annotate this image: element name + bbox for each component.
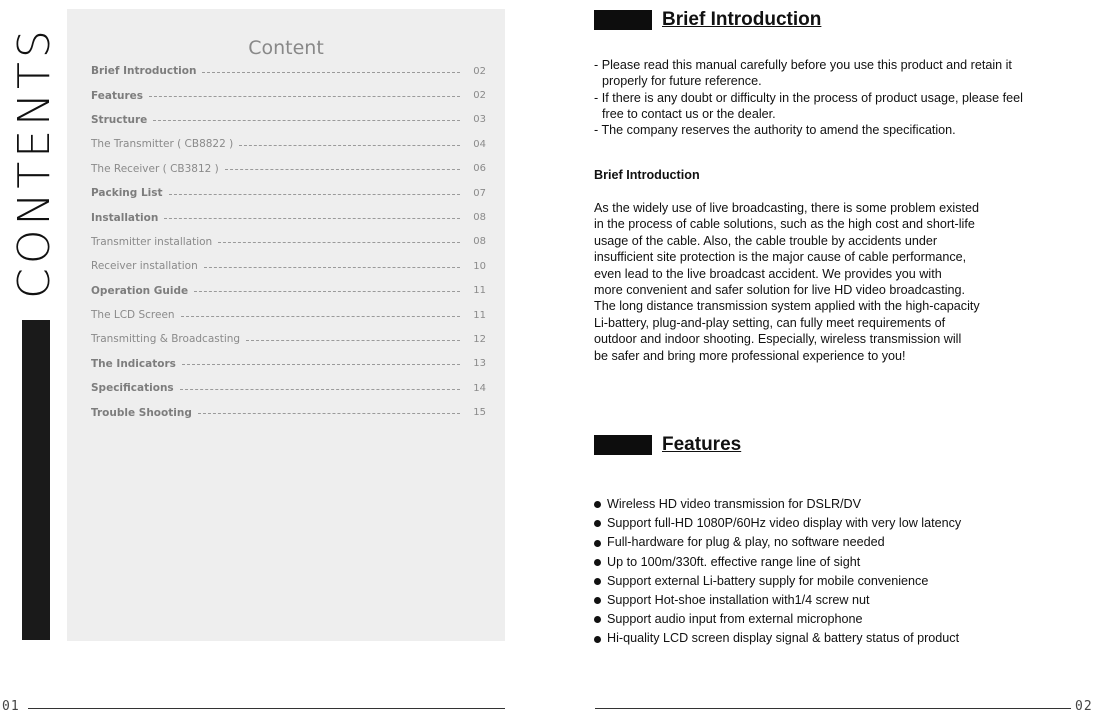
toc-entry <box>91 303 486 327</box>
section-heading-brief-introduction <box>594 9 821 31</box>
toc-entry-page: 06 <box>473 163 486 175</box>
paragraph-line: usage of the cable. Also, the cable trouble by accidents under <box>594 233 938 248</box>
toc-dot-leader <box>239 145 460 146</box>
toc-entry-page: 15 <box>473 407 486 419</box>
toc-dot-leader <box>204 267 460 268</box>
toc-entry-label: Installation <box>91 211 159 224</box>
toc-entry-label: Transmitter installation <box>91 235 213 248</box>
paragraph-line: even lead to the live broadcast accident. We provides you with <box>594 266 942 281</box>
heading-block <box>594 435 652 455</box>
feature-item <box>594 533 1034 552</box>
toc-entry-page: 04 <box>473 138 486 150</box>
feature-text: Support external Li-battery supply for mobile convenience <box>607 573 929 588</box>
toc-entry-label: Features <box>91 89 143 102</box>
paragraph-line: be safer and bring more professional experience to you! <box>594 348 906 363</box>
toc-dot-leader <box>198 413 460 414</box>
intro-paragraph <box>594 200 1034 364</box>
table-of-contents <box>67 9 505 641</box>
feature-text: Up to 100m/330ft. effective range line of sight <box>607 554 861 569</box>
toc-entry-page: 02 <box>473 90 486 102</box>
feature-item <box>594 553 1034 572</box>
toc-title: Content <box>248 37 324 59</box>
toc-entry <box>91 352 486 376</box>
bullet-icon <box>594 636 601 643</box>
feature-item <box>594 495 1034 514</box>
section-title: Features <box>662 434 742 455</box>
toc-entry-label: Brief Introduction <box>91 65 197 78</box>
toc-entry <box>91 59 486 83</box>
toc-entry <box>91 400 486 424</box>
paragraph-line: insufficient site protection is the major cause of cable performance, <box>594 250 967 265</box>
toc-entry-page: 08 <box>473 212 486 224</box>
feature-item <box>594 514 1034 533</box>
paragraph-line: Li-battery, plug-and-play setting, can fully meet requirements of <box>594 315 946 330</box>
footer-rule-right <box>595 708 1071 709</box>
feature-text: Support full-HD 1080P/60Hz video display with very low latency <box>607 516 962 531</box>
feature-item <box>594 591 1034 610</box>
toc-entry-page: 07 <box>473 187 486 199</box>
page-number-left: 01 <box>2 699 20 714</box>
paragraph-line: outdoor and indoor shooting. Especially, wireless transmission will <box>594 332 962 347</box>
toc-entry-page: 11 <box>473 309 486 321</box>
feature-item <box>594 629 1034 648</box>
paragraph-line: The long distance transmission system applied with the high-capacity <box>594 299 980 314</box>
toc-dot-leader <box>153 120 460 121</box>
bullet-icon <box>594 501 601 508</box>
toc-dot-leader <box>218 242 460 243</box>
heading-block <box>594 10 652 30</box>
section-heading-features <box>594 434 741 456</box>
usage-notes <box>594 57 1024 138</box>
toc-entry <box>91 108 486 132</box>
toc-entry-page: 12 <box>473 333 486 345</box>
toc-entry <box>91 327 486 351</box>
contents-vertical-title <box>8 5 60 320</box>
section-title: Brief Introduction <box>662 9 822 30</box>
toc-entry-page: 03 <box>473 114 486 126</box>
toc-dot-leader <box>180 389 460 390</box>
toc-dot-leader <box>202 72 460 73</box>
toc-entry-label: The Transmitter ( CB8822 ) <box>91 138 234 151</box>
toc-entry-label: Trouble Shooting <box>91 406 192 419</box>
toc-dot-leader <box>169 194 460 195</box>
feature-text: Full-hardware for plug & play, no software needed <box>607 535 885 550</box>
toc-entry <box>91 279 486 303</box>
toc-entry-page: 13 <box>473 358 486 370</box>
toc-entry-label: Structure <box>91 113 148 126</box>
bullet-icon <box>594 520 601 527</box>
toc-list <box>91 59 486 425</box>
bullet-icon <box>594 578 601 585</box>
toc-entry-label: Receiver installation <box>91 260 198 273</box>
usage-note: - The company reserves the authority to amend the specification. <box>594 123 956 138</box>
paragraph-line: in the process of cable solutions, such as the high cost and short-life <box>594 217 975 232</box>
feature-text: Support Hot-shoe installation with1/4 screw nut <box>607 593 870 608</box>
toc-entry <box>91 181 486 205</box>
toc-dot-leader <box>225 169 460 170</box>
toc-entry-label: Transmitting & Broadcasting <box>91 333 241 346</box>
toc-entry-page: 10 <box>473 260 486 272</box>
toc-entry-page: 02 <box>473 65 486 77</box>
toc-entry <box>91 205 486 229</box>
bullet-icon <box>594 616 601 623</box>
page-number-right: 02 <box>1075 699 1093 714</box>
toc-entry-page: 08 <box>473 236 486 248</box>
toc-entry-page: 14 <box>473 382 486 394</box>
toc-entry-label: The Indicators <box>91 357 176 370</box>
usage-note: - If there is any doubt or difficulty in the process of product usage, please feel free to contact us or the dealer. <box>594 90 1023 121</box>
paragraph-line: As the widely use of live broadcasting, there is some problem existed <box>594 201 980 215</box>
toc-entry <box>91 83 486 107</box>
toc-entry <box>91 376 486 400</box>
feature-item <box>594 572 1034 591</box>
toc-dot-leader <box>194 291 460 292</box>
toc-dot-leader <box>181 316 460 317</box>
usage-note: - Please read this manual carefully before you use this product and retain it properly for future reference. <box>594 58 1012 89</box>
toc-entry-page: 11 <box>473 285 486 297</box>
feature-text: Wireless HD video transmission for DSLR/DV <box>607 497 862 511</box>
toc-dot-leader <box>149 96 460 97</box>
subheading: Brief Introduction <box>594 168 700 182</box>
decorative-side-bar <box>22 320 50 640</box>
feature-item <box>594 610 1034 629</box>
toc-entry-label: The LCD Screen <box>91 309 175 322</box>
bullet-icon <box>594 597 601 604</box>
toc-entry-label: Operation Guide <box>91 284 189 297</box>
toc-dot-leader <box>164 218 460 219</box>
features-list <box>594 495 1034 649</box>
toc-dot-leader <box>246 340 460 341</box>
paragraph-line: more convenient and safer solution for live HD video broadcasting. <box>594 283 966 298</box>
contents-vertical-text: CONTENTS <box>8 26 60 299</box>
feature-text: Hi-quality LCD screen display signal & battery status of product <box>607 631 960 646</box>
toc-entry <box>91 254 486 278</box>
bullet-icon <box>594 540 601 547</box>
toc-entry <box>91 132 486 156</box>
toc-dot-leader <box>182 364 460 365</box>
feature-text: Support audio input from external microphone <box>607 612 863 627</box>
toc-entry-label: The Receiver ( CB3812 ) <box>91 162 219 175</box>
toc-entry-label: Packing List <box>91 187 163 200</box>
toc-entry-label: Specifications <box>91 382 174 395</box>
bullet-icon <box>594 559 601 566</box>
toc-entry <box>91 230 486 254</box>
footer-rule-left <box>28 708 505 709</box>
toc-entry <box>91 157 486 181</box>
